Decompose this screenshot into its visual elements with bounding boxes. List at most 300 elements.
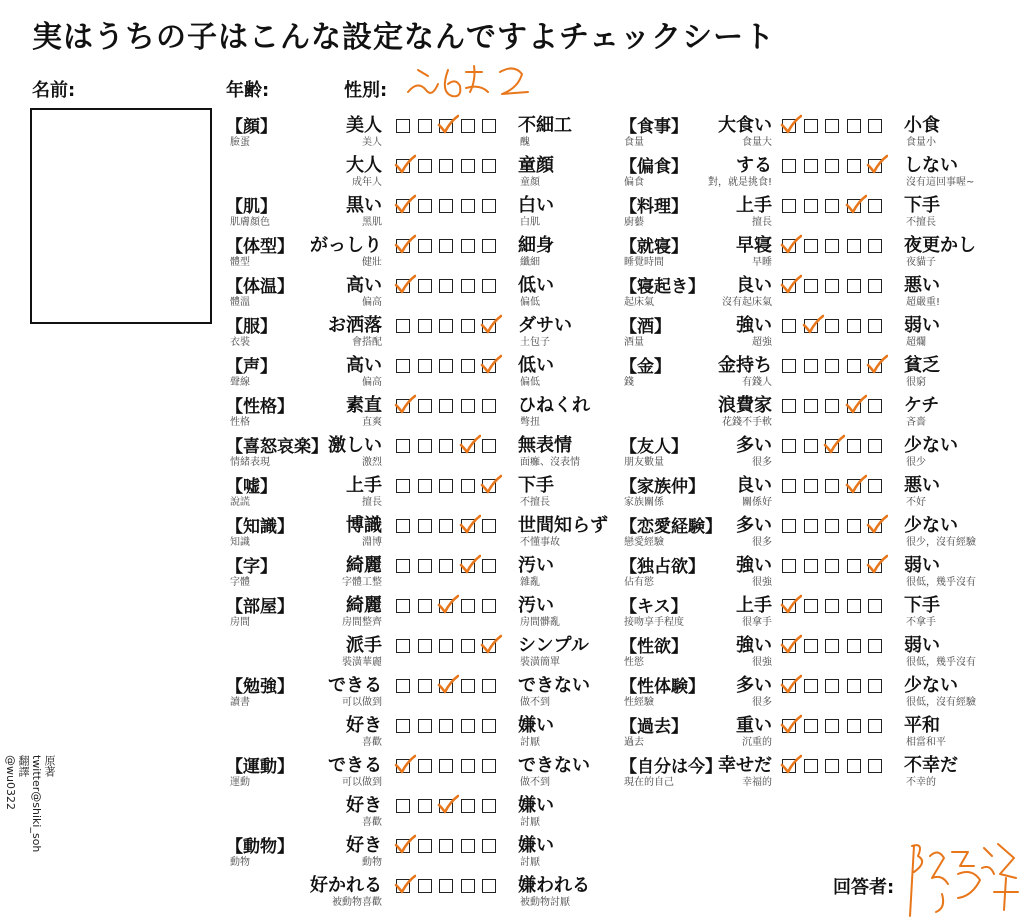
rating-box[interactable] bbox=[439, 879, 453, 893]
right-option-label: 小食 bbox=[904, 115, 940, 136]
right-option-label: 少ない bbox=[904, 675, 958, 696]
category-label: 【声】 bbox=[226, 357, 277, 377]
left-option-label: 良い bbox=[736, 275, 772, 296]
right-option-label: 平和 bbox=[904, 715, 940, 736]
credit-original-label: 原著 bbox=[43, 755, 56, 777]
category-sub-label: 接吻享手程度 bbox=[624, 617, 684, 628]
left-option-label: 素直 bbox=[346, 395, 382, 416]
right-option-sub-label: 纖細 bbox=[520, 257, 540, 268]
rating-box[interactable] bbox=[868, 439, 882, 453]
category-sub-label: 過去 bbox=[624, 737, 644, 748]
rating-box[interactable] bbox=[847, 159, 861, 173]
left-option-sub-label: 美人 bbox=[362, 137, 382, 148]
rating-box[interactable] bbox=[804, 679, 818, 693]
rating-box[interactable] bbox=[418, 799, 432, 813]
category-label: 【恋愛経験】 bbox=[620, 517, 722, 537]
rating-box[interactable] bbox=[782, 439, 796, 453]
left-option-sub-label: 喜歡 bbox=[362, 817, 382, 828]
rating-box[interactable] bbox=[804, 759, 818, 773]
right-option-sub-label: 雜亂 bbox=[520, 577, 540, 588]
rating-box[interactable] bbox=[868, 359, 882, 373]
rating-box[interactable] bbox=[868, 399, 882, 413]
rating-box[interactable] bbox=[847, 599, 861, 613]
rating-box[interactable] bbox=[825, 719, 839, 733]
rating-box[interactable] bbox=[825, 439, 839, 453]
left-option-sub-label: 沒有起床氣 bbox=[722, 297, 772, 308]
category-label: 【料理】 bbox=[620, 197, 688, 217]
rating-box[interactable] bbox=[868, 239, 882, 253]
rating-box[interactable] bbox=[868, 679, 882, 693]
category-sub-label: 聲線 bbox=[230, 377, 250, 388]
left-option-label: 金持ち bbox=[718, 355, 772, 376]
rating-box[interactable] bbox=[804, 599, 818, 613]
category-label: 【知識】 bbox=[226, 517, 294, 537]
rating-boxes bbox=[782, 479, 902, 496]
right-option-label: 下手 bbox=[518, 475, 554, 496]
category-sub-label: 性慾 bbox=[624, 657, 644, 668]
rating-box[interactable] bbox=[461, 879, 475, 893]
left-option-sub-label: 幸福的 bbox=[742, 777, 772, 788]
category-sub-label: 肌膚顏色 bbox=[230, 217, 270, 228]
rating-box[interactable] bbox=[782, 359, 796, 373]
rating-box[interactable] bbox=[868, 639, 882, 653]
name-label: 名前: bbox=[32, 80, 76, 101]
rating-box[interactable] bbox=[804, 239, 818, 253]
left-option-label: 好かれる bbox=[310, 875, 382, 896]
left-option-label: できる bbox=[328, 755, 382, 776]
rating-box[interactable] bbox=[868, 319, 882, 333]
rating-boxes bbox=[782, 199, 902, 216]
respondent-label: 回答者: bbox=[833, 877, 895, 898]
rating-box[interactable] bbox=[847, 319, 861, 333]
rating-box[interactable] bbox=[868, 759, 882, 773]
rating-box[interactable] bbox=[825, 519, 839, 533]
left-option-label: 高い bbox=[346, 355, 382, 376]
rating-box[interactable] bbox=[825, 359, 839, 373]
rating-box[interactable] bbox=[868, 159, 882, 173]
category-label: 【金】 bbox=[620, 357, 671, 377]
right-option-label: 嫌われる bbox=[518, 875, 590, 896]
rating-box[interactable] bbox=[825, 679, 839, 693]
right-option-label: 嫌い bbox=[518, 715, 554, 736]
left-option-sub-label: 可以做到 bbox=[342, 777, 382, 788]
category-sub-label: 起床氣 bbox=[624, 297, 654, 308]
rating-boxes bbox=[782, 319, 902, 336]
left-option-label: がっしり bbox=[310, 235, 382, 256]
checklist-row bbox=[0, 757, 1024, 795]
category-label: 【肌】 bbox=[226, 197, 277, 217]
left-option-sub-label: 健壯 bbox=[362, 257, 382, 268]
rating-box[interactable] bbox=[782, 559, 796, 573]
rating-boxes bbox=[782, 439, 902, 456]
right-option-sub-label: 偏低 bbox=[520, 377, 540, 388]
right-option-sub-label: 面癱、沒表情 bbox=[520, 457, 580, 468]
rating-box[interactable] bbox=[439, 799, 453, 813]
category-sub-label: 讀書 bbox=[230, 697, 250, 708]
rating-box[interactable] bbox=[825, 119, 839, 133]
rating-box[interactable] bbox=[825, 199, 839, 213]
rating-box[interactable] bbox=[868, 719, 882, 733]
rating-box[interactable] bbox=[482, 879, 496, 893]
rating-box[interactable] bbox=[847, 559, 861, 573]
rating-boxes bbox=[782, 119, 902, 136]
rating-box[interactable] bbox=[847, 279, 861, 293]
rating-box[interactable] bbox=[804, 559, 818, 573]
category-sub-label: 字體 bbox=[230, 577, 250, 588]
rating-box[interactable] bbox=[782, 199, 796, 213]
category-sub-label: 睡覺時間 bbox=[624, 257, 664, 268]
right-option-sub-label: 很少，沒有經驗 bbox=[906, 537, 976, 548]
rating-box[interactable] bbox=[782, 319, 796, 333]
left-option-sub-label: 食量大 bbox=[742, 137, 772, 148]
rating-box[interactable] bbox=[868, 519, 882, 533]
right-option-sub-label: 很低，幾乎沒有 bbox=[906, 657, 976, 668]
category-label: 【性格】 bbox=[226, 397, 294, 417]
rating-boxes bbox=[782, 359, 902, 376]
checklist-row bbox=[0, 557, 1024, 595]
rating-box[interactable] bbox=[782, 119, 796, 133]
rating-box[interactable] bbox=[847, 399, 861, 413]
category-sub-label: 酒量 bbox=[624, 337, 644, 348]
right-option-sub-label: 童顏 bbox=[520, 177, 540, 188]
right-option-sub-label: 很少 bbox=[906, 457, 926, 468]
rating-box[interactable] bbox=[782, 399, 796, 413]
right-option-label: 低い bbox=[518, 355, 554, 376]
category-sub-label: 體型 bbox=[230, 257, 250, 268]
checklist-row bbox=[0, 597, 1024, 635]
rating-box[interactable] bbox=[847, 639, 861, 653]
right-option-sub-label: 房間髒亂 bbox=[520, 617, 560, 628]
right-option-label: ひねくれ bbox=[518, 395, 590, 416]
left-option-label: 大食い bbox=[718, 115, 772, 136]
right-option-sub-label: 沒有這回事喔~ bbox=[906, 177, 975, 188]
right-option-sub-label: 相當和平 bbox=[906, 737, 946, 748]
rating-box[interactable] bbox=[868, 599, 882, 613]
left-option-sub-label: 很強 bbox=[752, 577, 772, 588]
rating-box[interactable] bbox=[847, 119, 861, 133]
credit-translator-label: 翻譯 bbox=[17, 755, 30, 777]
category-label: 【勉強】 bbox=[226, 677, 294, 697]
category-sub-label: 家族關係 bbox=[624, 497, 664, 508]
category-sub-label: 佔有慾 bbox=[624, 577, 654, 588]
checklist-row bbox=[0, 517, 1024, 555]
category-label: 【嘘】 bbox=[226, 477, 277, 497]
right-option-label: 童顔 bbox=[518, 155, 554, 176]
left-option-label: 好き bbox=[346, 795, 382, 816]
category-label: 【家族仲】 bbox=[620, 477, 705, 497]
checklist-row bbox=[0, 837, 1024, 875]
rating-box[interactable] bbox=[396, 839, 410, 853]
rating-box[interactable] bbox=[804, 719, 818, 733]
rating-box[interactable] bbox=[482, 839, 496, 853]
category-label: 【服】 bbox=[226, 317, 277, 337]
rating-box[interactable] bbox=[825, 239, 839, 253]
rating-box[interactable] bbox=[825, 279, 839, 293]
left-option-sub-label: 會搭配 bbox=[352, 337, 382, 348]
category-sub-label: 錢 bbox=[624, 377, 634, 388]
rating-box[interactable] bbox=[782, 719, 796, 733]
category-sub-label: 現在的自己 bbox=[624, 777, 674, 788]
category-label: 【偏食】 bbox=[620, 157, 688, 177]
right-option-label: 不細工 bbox=[518, 115, 572, 136]
rating-box[interactable] bbox=[847, 239, 861, 253]
left-option-sub-label: 沉重的 bbox=[742, 737, 772, 748]
left-option-sub-label: 很多 bbox=[752, 697, 772, 708]
left-option-label: 多い bbox=[736, 435, 772, 456]
rating-box[interactable] bbox=[782, 759, 796, 773]
right-option-sub-label: 不擅長 bbox=[906, 217, 936, 228]
rating-box[interactable] bbox=[782, 519, 796, 533]
rating-boxes bbox=[782, 759, 902, 776]
right-option-label: 嫌い bbox=[518, 835, 554, 856]
rating-boxes bbox=[782, 639, 902, 656]
rating-box[interactable] bbox=[782, 479, 796, 493]
category-sub-label: 食量 bbox=[624, 137, 644, 148]
checklist-row bbox=[0, 437, 1024, 475]
category-sub-label: 房間 bbox=[230, 617, 250, 628]
right-option-sub-label: 超爛 bbox=[906, 337, 926, 348]
left-option-label: 黒い bbox=[346, 195, 382, 216]
left-option-sub-label: 偏高 bbox=[362, 297, 382, 308]
right-option-label: 下手 bbox=[904, 195, 940, 216]
category-sub-label: 臉蛋 bbox=[230, 137, 250, 148]
checklist-row bbox=[0, 637, 1024, 675]
left-option-label: 強い bbox=[736, 635, 772, 656]
rating-box[interactable] bbox=[396, 799, 410, 813]
right-option-sub-label: 討厭 bbox=[520, 857, 540, 868]
right-option-sub-label: 土包子 bbox=[520, 337, 550, 348]
rating-boxes bbox=[782, 719, 902, 736]
left-option-label: 良い bbox=[736, 475, 772, 496]
rating-box[interactable] bbox=[804, 119, 818, 133]
left-option-label: する bbox=[736, 155, 772, 176]
category-label: 【キス】 bbox=[620, 597, 688, 617]
right-option-sub-label: 討厭 bbox=[520, 737, 540, 748]
rating-box[interactable] bbox=[804, 519, 818, 533]
left-option-sub-label: 超強 bbox=[752, 337, 772, 348]
age-label: 年齢: bbox=[226, 80, 270, 101]
rating-box[interactable] bbox=[825, 559, 839, 573]
category-sub-label: 說謊 bbox=[230, 497, 250, 508]
category-sub-label: 運動 bbox=[230, 777, 250, 788]
rating-box[interactable] bbox=[868, 479, 882, 493]
right-option-sub-label: 白肌 bbox=[520, 217, 540, 228]
category-sub-label: 情緒表現 bbox=[230, 457, 270, 468]
rating-box[interactable] bbox=[847, 199, 861, 213]
right-option-sub-label: 不幸的 bbox=[906, 777, 936, 788]
right-option-sub-label: 醜 bbox=[520, 137, 530, 148]
left-option-sub-label: 直爽 bbox=[362, 417, 382, 428]
left-option-label: 博識 bbox=[346, 515, 382, 536]
right-option-label: 少ない bbox=[904, 435, 958, 456]
left-option-label: 好き bbox=[346, 715, 382, 736]
rating-box[interactable] bbox=[825, 319, 839, 333]
checklist-row bbox=[0, 317, 1024, 355]
rating-box[interactable] bbox=[825, 639, 839, 653]
rating-box[interactable] bbox=[439, 839, 453, 853]
right-option-label: 汚い bbox=[518, 555, 554, 576]
rating-box[interactable] bbox=[804, 359, 818, 373]
rating-box[interactable] bbox=[804, 399, 818, 413]
rating-box[interactable] bbox=[868, 279, 882, 293]
rating-boxes bbox=[782, 279, 902, 296]
left-option-sub-label: 淵博 bbox=[362, 537, 382, 548]
category-sub-label: 動物 bbox=[230, 857, 250, 868]
checklist-row bbox=[0, 197, 1024, 235]
rating-box[interactable] bbox=[868, 199, 882, 213]
rating-boxes bbox=[396, 839, 516, 856]
rating-box[interactable] bbox=[804, 319, 818, 333]
rating-box[interactable] bbox=[418, 879, 432, 893]
right-option-sub-label: 吝嗇 bbox=[906, 417, 926, 428]
rating-box[interactable] bbox=[782, 679, 796, 693]
left-option-sub-label: 偏高 bbox=[362, 377, 382, 388]
category-label: 【動物】 bbox=[226, 837, 294, 857]
rating-box[interactable] bbox=[847, 679, 861, 693]
rating-boxes bbox=[396, 879, 516, 896]
rating-boxes bbox=[782, 559, 902, 576]
left-option-sub-label: 擅長 bbox=[752, 217, 772, 228]
left-option-label: 浪費家 bbox=[718, 395, 772, 416]
right-option-sub-label: 很窮 bbox=[906, 377, 926, 388]
right-option-label: ダサい bbox=[518, 315, 572, 336]
checklist-row bbox=[0, 397, 1024, 435]
left-option-sub-label: 對，就是挑食! bbox=[707, 177, 772, 188]
rating-box[interactable] bbox=[847, 759, 861, 773]
left-option-label: 早寝 bbox=[736, 235, 772, 256]
right-option-sub-label: 很低，幾乎沒有 bbox=[906, 577, 976, 588]
right-option-label: 細身 bbox=[518, 235, 554, 256]
rating-box[interactable] bbox=[847, 719, 861, 733]
right-option-sub-label: 做不到 bbox=[520, 697, 550, 708]
rating-box[interactable] bbox=[804, 199, 818, 213]
category-label: 【顔】 bbox=[226, 117, 277, 137]
rating-boxes bbox=[782, 519, 902, 536]
left-option-sub-label: 激烈 bbox=[362, 457, 382, 468]
right-option-sub-label: 超嚴重! bbox=[906, 297, 941, 308]
rating-box[interactable] bbox=[868, 119, 882, 133]
rating-box[interactable] bbox=[782, 279, 796, 293]
rating-box[interactable] bbox=[847, 519, 861, 533]
left-option-label: できる bbox=[328, 675, 382, 696]
left-option-label: 上手 bbox=[346, 475, 382, 496]
rating-box[interactable] bbox=[782, 239, 796, 253]
right-option-label: できない bbox=[518, 675, 590, 696]
rating-box[interactable] bbox=[804, 439, 818, 453]
left-option-label: 上手 bbox=[736, 595, 772, 616]
rating-box[interactable] bbox=[847, 439, 861, 453]
category-label: 【就寝】 bbox=[620, 237, 688, 257]
category-sub-label: 偏食 bbox=[624, 177, 644, 188]
rating-box[interactable] bbox=[825, 759, 839, 773]
left-option-sub-label: 黑肌 bbox=[362, 217, 382, 228]
right-option-label: 世間知らず bbox=[518, 515, 608, 536]
rating-box[interactable] bbox=[804, 479, 818, 493]
right-option-label: できない bbox=[518, 755, 590, 776]
left-option-label: 好き bbox=[346, 835, 382, 856]
left-option-sub-label: 很多 bbox=[752, 457, 772, 468]
rating-boxes bbox=[782, 239, 902, 256]
rating-box[interactable] bbox=[782, 599, 796, 613]
left-option-label: 大人 bbox=[346, 155, 382, 176]
rating-boxes bbox=[782, 679, 902, 696]
rating-box[interactable] bbox=[461, 799, 475, 813]
category-label: 【性体験】 bbox=[620, 677, 705, 697]
rating-box[interactable] bbox=[418, 839, 432, 853]
category-sub-label: 體溫 bbox=[230, 297, 250, 308]
checklist-row bbox=[0, 877, 1024, 915]
checklist-row bbox=[0, 277, 1024, 315]
right-option-label: 悪い bbox=[904, 275, 940, 296]
left-option-sub-label: 可以做到 bbox=[342, 697, 382, 708]
rating-box[interactable] bbox=[847, 359, 861, 373]
rating-box[interactable] bbox=[847, 479, 861, 493]
rating-box[interactable] bbox=[782, 159, 796, 173]
rating-box[interactable] bbox=[804, 639, 818, 653]
right-option-label: 下手 bbox=[904, 595, 940, 616]
rating-box[interactable] bbox=[868, 559, 882, 573]
rating-box[interactable] bbox=[804, 279, 818, 293]
right-option-sub-label: 不拿手 bbox=[906, 617, 936, 628]
category-sub-label: 戀愛經驗 bbox=[624, 537, 664, 548]
rating-box[interactable] bbox=[825, 479, 839, 493]
checklist-row bbox=[0, 237, 1024, 275]
left-option-sub-label: 被動物喜歡 bbox=[332, 897, 382, 908]
rating-box[interactable] bbox=[825, 599, 839, 613]
rating-box[interactable] bbox=[461, 839, 475, 853]
right-option-sub-label: 做不到 bbox=[520, 777, 550, 788]
rating-box[interactable] bbox=[396, 879, 410, 893]
credit-translator-handle: @wu0322 bbox=[4, 755, 17, 810]
left-option-sub-label: 裝潢華麗 bbox=[342, 657, 382, 668]
right-option-label: 弱い bbox=[904, 315, 940, 336]
right-option-sub-label: 夜貓子 bbox=[906, 257, 936, 268]
left-option-sub-label: 成年人 bbox=[352, 177, 382, 188]
left-option-label: 綺麗 bbox=[346, 595, 382, 616]
rating-box[interactable] bbox=[804, 159, 818, 173]
rating-box[interactable] bbox=[825, 159, 839, 173]
rating-box[interactable] bbox=[825, 399, 839, 413]
gender-label: 性別: bbox=[344, 80, 388, 101]
left-option-label: お洒落 bbox=[328, 315, 382, 336]
left-option-label: 美人 bbox=[346, 115, 382, 136]
gender-handwriting bbox=[404, 62, 544, 106]
rating-box[interactable] bbox=[782, 639, 796, 653]
sheet-title: 実はうちの子はこんな設定なんですよチェックシート bbox=[32, 20, 776, 55]
category-label: 【字】 bbox=[226, 557, 277, 577]
rating-boxes bbox=[782, 599, 902, 616]
category-sub-label: 衣裝 bbox=[230, 337, 250, 348]
rating-box[interactable] bbox=[482, 799, 496, 813]
right-option-sub-label: 被動物討厭 bbox=[520, 897, 570, 908]
checklist-row bbox=[0, 717, 1024, 755]
category-label: 【喜怒哀楽】 bbox=[226, 437, 328, 457]
checklist-row bbox=[0, 357, 1024, 395]
checklist-row bbox=[0, 797, 1024, 835]
right-option-label: 弱い bbox=[904, 635, 940, 656]
category-label: 【自分は今】 bbox=[620, 757, 722, 777]
right-option-label: 弱い bbox=[904, 555, 940, 576]
left-option-sub-label: 字體工整 bbox=[342, 577, 382, 588]
category-label: 【酒】 bbox=[620, 317, 671, 337]
left-option-label: 綺麗 bbox=[346, 555, 382, 576]
left-option-label: 重い bbox=[736, 715, 772, 736]
left-option-sub-label: 擅長 bbox=[362, 497, 382, 508]
rating-boxes bbox=[782, 399, 902, 416]
category-sub-label: 知識 bbox=[230, 537, 250, 548]
left-option-label: 上手 bbox=[736, 195, 772, 216]
rating-boxes bbox=[396, 799, 516, 816]
